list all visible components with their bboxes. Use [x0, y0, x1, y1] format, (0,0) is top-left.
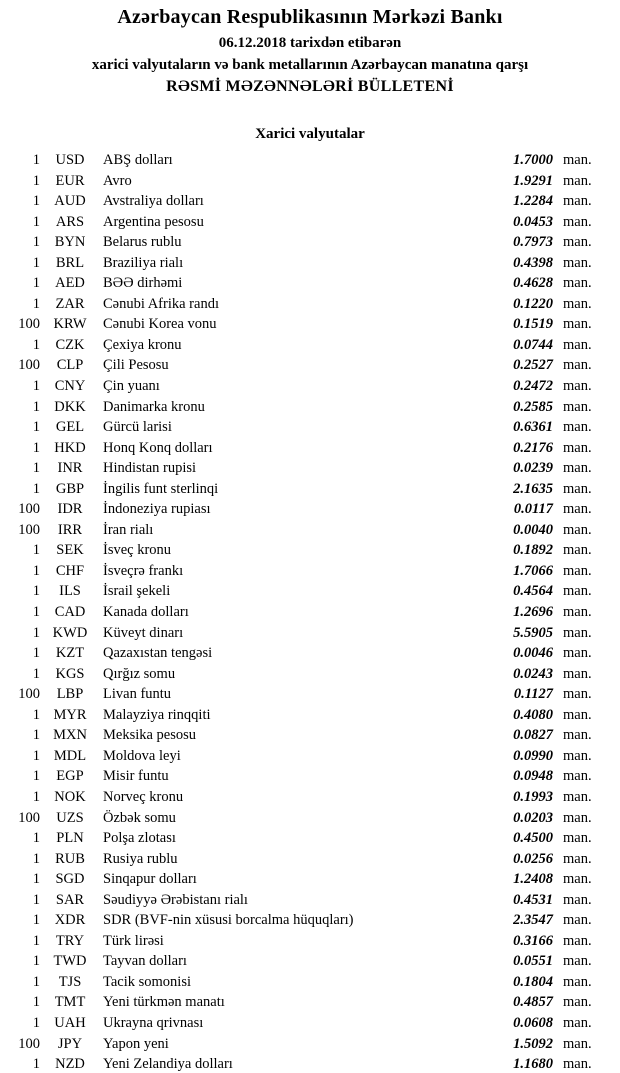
unit-label: man.	[563, 295, 592, 312]
unit-label: man.	[563, 1056, 592, 1073]
rate-value: 0.1993	[513, 788, 553, 805]
rate-row	[0, 150, 620, 171]
currency-name: Sinqapur dolları	[103, 871, 197, 888]
rate-value: 0.4080	[513, 706, 553, 723]
currency-quantity: 1	[32, 152, 40, 168]
unit-label: man.	[563, 439, 592, 456]
currency-code: SGD	[55, 871, 85, 888]
rate-row	[0, 294, 620, 315]
currency-name: İran rialı	[103, 521, 154, 538]
rate-row	[0, 479, 620, 500]
rate-value: 1.2696	[513, 604, 553, 621]
rate-value: 0.2585	[513, 398, 553, 415]
currency-name: Çili Pesosu	[103, 357, 169, 374]
rate-value: 0.4564	[513, 583, 553, 600]
rate-value: 1.2284	[513, 193, 553, 210]
unit-label: man.	[563, 994, 592, 1011]
rate-row	[0, 335, 620, 356]
rate-value: 0.1220	[513, 295, 553, 312]
unit-label: man.	[563, 768, 592, 785]
currency-code: INR	[57, 460, 83, 477]
currency-name: Livan funtu	[103, 686, 172, 703]
rate-row	[0, 438, 620, 459]
subject-line: xarici valyutaların və bank metallarının Azərbaycan manatına qarşı	[91, 57, 529, 73]
unit-label: man.	[563, 788, 592, 805]
rate-value: 0.1127	[513, 686, 553, 703]
rate-row	[0, 355, 620, 376]
rate-row	[0, 705, 620, 726]
rate-value: 0.2472	[513, 378, 553, 395]
rate-row	[0, 1034, 620, 1055]
rate-row	[0, 746, 620, 767]
rate-row	[0, 212, 620, 233]
currency-code: MXN	[53, 727, 87, 744]
currency-quantity: 1	[32, 665, 40, 682]
rate-row	[0, 643, 620, 664]
rate-value: 0.1892	[513, 542, 553, 559]
currency-code: CAD	[54, 604, 86, 621]
rate-row	[0, 232, 620, 253]
currency-quantity: 1	[32, 419, 40, 436]
rate-row	[0, 910, 620, 931]
currency-code: NZD	[55, 1056, 85, 1073]
currency-name: Cənubi Afrika randı	[103, 295, 219, 312]
rate-value: 0.2527	[513, 357, 553, 374]
rate-value: 0.0203	[513, 809, 553, 826]
currency-quantity: 100	[18, 316, 40, 333]
unit-label: man.	[563, 480, 592, 497]
currency-quantity: 1	[32, 213, 40, 230]
currency-name: Rusiya rublu	[103, 850, 178, 867]
currency-code: BRL	[55, 254, 85, 271]
unit-label: man.	[563, 932, 592, 949]
currency-name: Çexiya kronu	[103, 336, 182, 353]
bulletin-title: RƏSMİ MƏZƏNNƏLƏRİ BÜLLETENİ	[166, 78, 454, 95]
bulletin-header	[0, 0, 620, 96]
currency-quantity: 1	[32, 932, 40, 949]
currency-code: IRR	[57, 521, 83, 538]
rate-row	[0, 931, 620, 952]
currency-name: Hindistan rupisi	[103, 460, 197, 477]
currency-name: BƏƏ dirhəmi	[103, 275, 183, 292]
unit-label: man.	[563, 871, 592, 888]
currency-name: İsveç kronu	[103, 542, 172, 559]
currency-quantity: 1	[32, 830, 40, 847]
currency-code: KGS	[55, 665, 85, 682]
rate-row	[0, 787, 620, 808]
rate-value: 0.0948	[513, 768, 553, 785]
currency-quantity: 1	[32, 747, 40, 764]
currency-code: UZS	[56, 809, 84, 826]
rate-value: 1.2408	[513, 871, 553, 888]
unit-label: man.	[563, 316, 592, 333]
currency-quantity: 1	[32, 912, 40, 929]
unit-label: man.	[563, 850, 592, 867]
unit-label: man.	[563, 501, 592, 518]
currency-name: Honq Konq dolları	[103, 439, 213, 456]
currency-name: ABŞ dolları	[103, 152, 173, 168]
currency-code: MYR	[53, 706, 87, 723]
rate-row	[0, 1054, 620, 1073]
currency-quantity: 1	[32, 542, 40, 559]
rate-value: 0.3166	[513, 932, 553, 949]
rate-value: 0.4500	[513, 830, 553, 847]
rate-row	[0, 684, 620, 705]
currency-code: IDR	[57, 501, 83, 518]
currency-code: LBP	[56, 686, 84, 703]
currency-name: Çin yuanı	[103, 378, 160, 395]
unit-label: man.	[563, 193, 592, 210]
unit-label: man.	[563, 747, 592, 764]
unit-label: man.	[563, 973, 592, 990]
rate-value: 0.0744	[513, 336, 553, 353]
unit-label: man.	[563, 830, 592, 847]
currency-code: NOK	[54, 788, 86, 805]
currency-quantity: 1	[32, 727, 40, 744]
rate-row	[0, 808, 620, 829]
currency-quantity: 1	[32, 193, 40, 210]
currency-code: XDR	[54, 912, 86, 929]
rate-row	[0, 623, 620, 644]
currency-name: Kanada dolları	[103, 604, 189, 621]
unit-label: man.	[563, 172, 592, 189]
rate-value: 0.0990	[513, 747, 553, 764]
currency-quantity: 1	[32, 398, 40, 415]
currency-name: Qırğız somu	[103, 665, 176, 682]
rate-row	[0, 1013, 620, 1034]
currency-name: Cənubi Korea vonu	[103, 316, 217, 333]
rate-value: 0.4398	[513, 254, 553, 271]
rate-row	[0, 869, 620, 890]
currency-name: İngilis funt sterlinqi	[103, 480, 219, 497]
rate-row	[0, 191, 620, 212]
currency-code: TRY	[55, 932, 85, 949]
unit-label: man.	[563, 583, 592, 600]
currency-quantity: 100	[18, 521, 40, 538]
unit-label: man.	[563, 357, 592, 374]
rate-value: 0.0046	[513, 645, 553, 662]
currency-name: Ukrayna qrivnası	[103, 1014, 204, 1031]
currency-quantity: 1	[32, 234, 40, 251]
currency-quantity: 1	[32, 254, 40, 271]
rate-value: 0.0453	[513, 213, 553, 230]
rate-row	[0, 540, 620, 561]
currency-code: JPY	[57, 1035, 83, 1052]
currency-quantity: 1	[32, 295, 40, 312]
rate-value: 1.7000	[513, 152, 553, 168]
currency-code: KZT	[55, 645, 85, 662]
currency-quantity: 100	[18, 1035, 40, 1052]
section-title-foreign-currencies: Xarici valyutalar	[255, 126, 365, 142]
currency-code: AUD	[54, 193, 86, 210]
currency-code: HKD	[54, 439, 86, 456]
unit-label: man.	[563, 809, 592, 826]
currency-code: ZAR	[55, 295, 85, 312]
rate-value: 2.1635	[513, 480, 553, 497]
rate-value: 1.9291	[513, 172, 553, 189]
currency-code: BYN	[54, 234, 86, 251]
rate-value: 0.1519	[513, 316, 553, 333]
unit-label: man.	[563, 275, 592, 292]
currency-name: Meksika pesosu	[103, 727, 197, 744]
rate-row	[0, 992, 620, 1013]
rate-value: 0.0608	[513, 1014, 553, 1031]
rate-row	[0, 890, 620, 911]
rate-value: 0.4857	[513, 994, 553, 1011]
currency-quantity: 1	[32, 583, 40, 600]
currency-name: Avstraliya dolları	[103, 193, 204, 210]
currency-name: Avro	[103, 172, 132, 189]
currency-name: SDR (BVF-nin xüsusi borcalma hüquqları)	[103, 912, 354, 929]
rates-table	[0, 150, 620, 1073]
currency-quantity: 100	[18, 357, 40, 374]
rate-value: 0.1804	[513, 973, 553, 990]
rate-row	[0, 951, 620, 972]
currency-quantity: 1	[32, 336, 40, 353]
currency-quantity: 1	[32, 604, 40, 621]
rate-row	[0, 664, 620, 685]
currency-name: Braziliya rialı	[103, 254, 184, 271]
currency-code: TJS	[58, 973, 82, 990]
rate-value: 0.0256	[513, 850, 553, 867]
currency-code: GBP	[55, 480, 85, 497]
currency-quantity: 100	[18, 809, 40, 826]
unit-label: man.	[563, 604, 592, 621]
currency-quantity: 1	[32, 460, 40, 477]
rate-value: 0.0040	[513, 521, 553, 538]
unit-label: man.	[563, 213, 592, 230]
currency-name: Tayvan dolları	[103, 953, 187, 970]
currency-quantity: 1	[32, 891, 40, 908]
currency-quantity: 1	[32, 439, 40, 456]
currency-name: Gürcü larisi	[103, 419, 172, 436]
currency-name: İndoneziya rupiası	[103, 501, 211, 518]
currency-quantity: 1	[32, 788, 40, 805]
currency-code: KRW	[53, 316, 87, 333]
currency-quantity: 1	[32, 624, 40, 641]
currency-code: CZK	[55, 336, 85, 353]
currency-quantity: 100	[18, 501, 40, 518]
unit-label: man.	[563, 1014, 592, 1031]
currency-name: İsrail şekeli	[103, 583, 171, 600]
currency-quantity: 100	[18, 686, 40, 703]
currency-code: CLP	[56, 357, 84, 374]
rate-value: 0.0827	[513, 727, 553, 744]
currency-code: UAH	[54, 1014, 86, 1031]
rate-value: 0.2176	[513, 439, 553, 456]
currency-quantity: 1	[32, 562, 40, 579]
rate-row	[0, 417, 620, 438]
effective-date-line: 06.12.2018 tarixdən etibarən	[218, 35, 402, 51]
unit-label: man.	[563, 460, 592, 477]
rate-row	[0, 314, 620, 335]
rate-value: 1.5092	[513, 1035, 553, 1052]
currency-name: Yeni Zelandiya dolları	[103, 1056, 233, 1073]
rate-value: 0.7973	[513, 234, 553, 251]
rate-row	[0, 602, 620, 623]
unit-label: man.	[563, 336, 592, 353]
rate-row	[0, 766, 620, 787]
currency-quantity: 1	[32, 768, 40, 785]
unit-label: man.	[563, 562, 592, 579]
currency-code: EUR	[55, 172, 85, 189]
bank-title: Azərbaycan Respublikasının Mərkəzi Bankı	[117, 6, 503, 28]
currency-code: CNY	[54, 378, 86, 395]
currency-code: ARS	[55, 213, 85, 230]
currency-quantity: 1	[32, 994, 40, 1011]
rate-value: 0.0239	[513, 460, 553, 477]
currency-code: SEK	[56, 542, 84, 559]
unit-label: man.	[563, 521, 592, 538]
currency-name: Polşa zlotası	[103, 830, 176, 847]
currency-quantity: 1	[32, 378, 40, 395]
rate-value: 0.0117	[513, 501, 553, 518]
rate-value: 0.6361	[513, 419, 553, 436]
currency-quantity: 1	[32, 172, 40, 189]
unit-label: man.	[563, 398, 592, 415]
currency-code: AED	[55, 275, 85, 292]
rate-row	[0, 253, 620, 274]
currency-quantity: 1	[32, 973, 40, 990]
rate-row	[0, 581, 620, 602]
currency-code: GEL	[55, 419, 85, 436]
rate-row	[0, 828, 620, 849]
unit-label: man.	[563, 419, 592, 436]
currency-code: SAR	[55, 891, 85, 908]
rate-row	[0, 171, 620, 192]
rate-row	[0, 273, 620, 294]
currency-code: MDL	[53, 747, 87, 764]
currency-code: EGP	[56, 768, 84, 785]
currency-code: RUB	[55, 850, 85, 867]
unit-label: man.	[563, 706, 592, 723]
unit-label: man.	[563, 1035, 592, 1052]
currency-code: CHF	[55, 562, 85, 579]
currency-quantity: 1	[32, 1056, 40, 1073]
unit-label: man.	[563, 645, 592, 662]
rate-value: 1.1680	[513, 1056, 553, 1073]
unit-label: man.	[563, 378, 592, 395]
rate-row	[0, 458, 620, 479]
unit-label: man.	[563, 542, 592, 559]
currency-code: TMT	[54, 994, 86, 1011]
unit-label: man.	[563, 234, 592, 251]
rate-row	[0, 499, 620, 520]
currency-code: USD	[55, 152, 85, 168]
unit-label: man.	[563, 254, 592, 271]
rate-row	[0, 561, 620, 582]
currency-name: Yeni türkmən manatı	[103, 994, 225, 1011]
currency-code: PLN	[56, 830, 84, 847]
currency-name: Səudiyyə Ərəbistanı rialı	[103, 891, 248, 908]
currency-name: Türk lirəsi	[103, 932, 164, 949]
unit-label: man.	[563, 891, 592, 908]
currency-quantity: 1	[32, 953, 40, 970]
currency-name: Qazaxıstan tengəsi	[103, 645, 213, 662]
unit-label: man.	[563, 953, 592, 970]
currency-quantity: 1	[32, 480, 40, 497]
rate-row	[0, 725, 620, 746]
rate-row	[0, 376, 620, 397]
currency-name: Misir funtu	[103, 768, 169, 785]
rate-value: 0.4628	[513, 275, 553, 292]
currency-code: TWD	[53, 953, 87, 970]
currency-code: DKK	[54, 398, 86, 415]
currency-quantity: 1	[32, 850, 40, 867]
rate-row	[0, 397, 620, 418]
rate-value: 0.0243	[513, 665, 553, 682]
rate-value: 1.7066	[513, 562, 553, 579]
rate-value: 5.5905	[513, 624, 553, 641]
currency-name: Moldova leyi	[103, 747, 181, 764]
currency-quantity: 1	[32, 1014, 40, 1031]
rate-value: 0.4531	[513, 891, 553, 908]
currency-name: İsveçrə frankı	[103, 562, 184, 579]
currency-quantity: 1	[32, 645, 40, 662]
currency-name: Malayziya rinqqiti	[103, 706, 211, 723]
currency-name: Danimarka kronu	[103, 398, 205, 415]
currency-code: KWD	[52, 624, 88, 641]
currency-name: Küveyt dinarı	[103, 624, 184, 641]
unit-label: man.	[563, 665, 592, 682]
unit-label: man.	[563, 727, 592, 744]
currency-name: Belarus rublu	[103, 234, 182, 251]
currency-quantity: 1	[32, 871, 40, 888]
rate-value: 0.0551	[513, 953, 553, 970]
currency-name: Norveç kronu	[103, 788, 184, 805]
currency-name: Tacik somonisi	[103, 973, 191, 990]
unit-label: man.	[563, 686, 592, 703]
unit-label: man.	[563, 152, 592, 168]
currency-quantity: 1	[32, 275, 40, 292]
currency-name: Özbək somu	[103, 809, 176, 826]
rate-row	[0, 972, 620, 993]
rate-row	[0, 849, 620, 870]
unit-label: man.	[563, 912, 592, 929]
rate-row	[0, 520, 620, 541]
rate-value: 2.3547	[513, 912, 553, 929]
currency-name: Yapon yeni	[103, 1035, 169, 1052]
currency-code: ILS	[59, 583, 81, 600]
currency-name: Argentina pesosu	[103, 213, 204, 230]
unit-label: man.	[563, 624, 592, 641]
currency-quantity: 1	[32, 706, 40, 723]
